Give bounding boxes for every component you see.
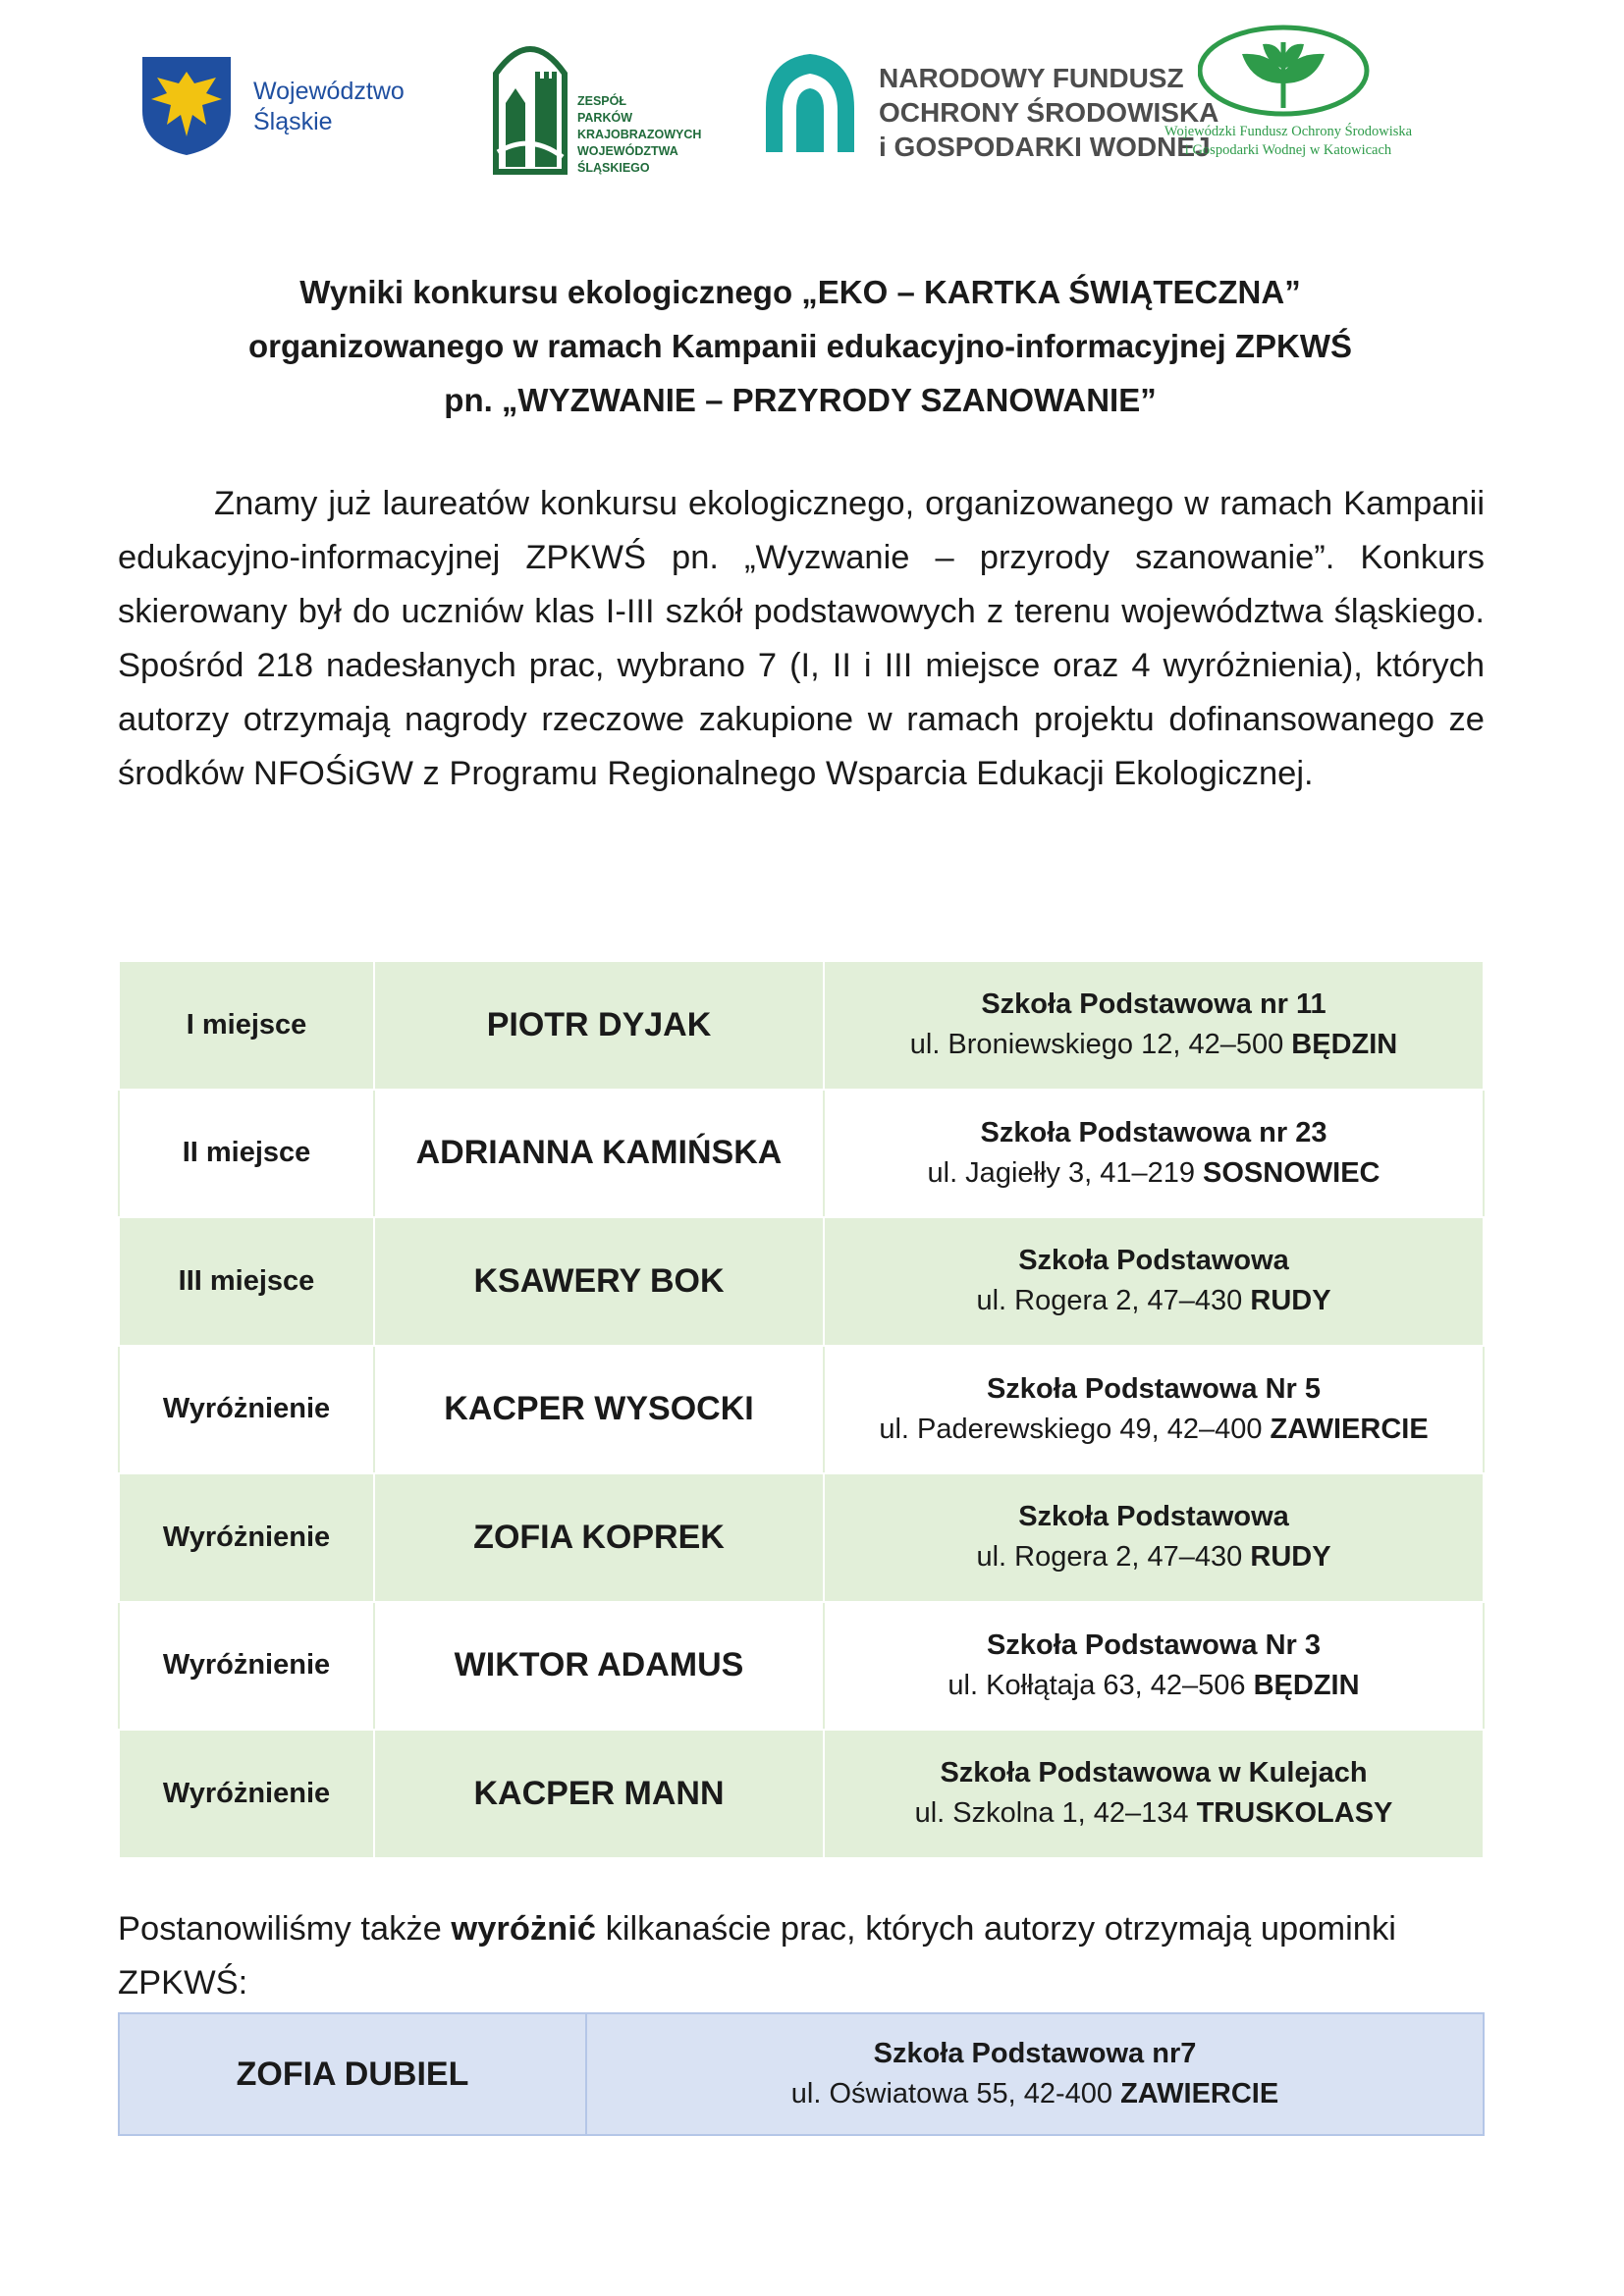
school-city: RUDY xyxy=(1250,1285,1331,1317)
school-name: Szkoła Podstawowa Nr 5 xyxy=(986,1372,1322,1405)
outro-text-end: kilkanaście prac, których autorzy otrzymają upominki ZPKWŚ: xyxy=(118,1910,1396,2002)
table-row xyxy=(119,1473,1484,1602)
school-city: ZAWIERCIE xyxy=(1120,2078,1279,2109)
logo-zpkws-line5: ŚLĄSKIEGO xyxy=(577,161,650,175)
logo-nfosigw-line2: OCHRONY ŚRODOWISKA xyxy=(879,97,1219,128)
place-cell: I miejsce xyxy=(119,961,374,1090)
school-cell xyxy=(586,2013,1484,2135)
logo-zpkws-line2: PARKÓW xyxy=(577,111,633,125)
title-line-3: pn. „WYZWANIE – PRZYRODY SZANOWANIE” xyxy=(444,382,1157,418)
extra-awards-table xyxy=(118,2012,1485,2136)
logo-nfosigw-line3: i GOSPODARKI WODNEJ xyxy=(879,132,1211,162)
outro-text-start: Postanowiliśmy także xyxy=(118,1910,452,1948)
school-cell xyxy=(824,1473,1484,1602)
school-city: TRUSKOLASY xyxy=(1196,1797,1393,1830)
place-cell: II miejsce xyxy=(119,1090,374,1218)
school-address: ul. Kołłątaja 63, 42–506 xyxy=(947,1669,1254,1701)
table-row xyxy=(119,1217,1484,1346)
table-row xyxy=(119,1730,1484,1858)
table-row xyxy=(119,1090,1484,1218)
place-cell: Wyróżnienie xyxy=(119,1346,374,1474)
winner-name: KACPER WYSOCKI xyxy=(374,1346,824,1474)
logo-bar xyxy=(137,25,1492,182)
school-name: Szkoła Podstawowa w Kulejach xyxy=(940,1757,1368,1789)
logo-wojewodztwo-line1: Województwo xyxy=(253,78,405,105)
intro-text: Znamy już laureatów konkursu ekologicznego, organizowanego w ramach Kampanii edukacyjno-informacyjnej ZPKWŚ pn. „Wyzwanie – przyrody szanowanie”. Konkurs skierowany był do uczniów klas I-III szkół podstawowych z terenu województwa śląskiego. Spośród 218 nadesłanych prac, wybrano 7 (I, II i III miejsce oraz 4 wyróżnienia), których autorzy otrzymają nagrody rzeczowe zakupione w ramach projektu dofinansowanego ze środków NFOŚiGW z Programu Regionalnego Wsparcia Edukacji Ekologicznej. xyxy=(118,485,1485,792)
school-name: Szkoła Podstawowa Nr 3 xyxy=(986,1629,1322,1661)
logo-zpkws xyxy=(486,34,702,182)
school-name: Szkoła Podstawowa xyxy=(1018,1501,1289,1533)
school-name: Szkoła Podstawowa nr 23 xyxy=(980,1116,1327,1148)
school-address: ul. Jagiełły 3, 41–219 xyxy=(927,1156,1204,1189)
title-line-2: organizowanego w ramach Kampanii edukacyjno-informacyjnej ZPKWŚ xyxy=(247,328,1353,364)
castle-tower-icon xyxy=(486,34,574,177)
school-address: ul. Oświatowa 55, 42-400 xyxy=(790,2078,1121,2109)
logo-wfosigw-line2: i Gospodarki Wodnej w Katowicach xyxy=(1184,142,1392,158)
school-cell xyxy=(824,1730,1484,1858)
school-address: ul. Szkolna 1, 42–134 xyxy=(914,1797,1197,1830)
school-name: Szkoła Podstawowa nr7 xyxy=(873,2038,1197,2069)
outro-paragraph xyxy=(118,1902,1485,2010)
page-title xyxy=(118,265,1483,427)
place-cell: Wyróżnienie xyxy=(119,1730,374,1858)
school-address: ul. Rogera 2, 47–430 xyxy=(976,1285,1251,1317)
school-address: ul. Paderewskiego 49, 42–400 xyxy=(879,1413,1271,1445)
school-address: ul. Broniewskiego 12, 42–500 xyxy=(909,1029,1292,1061)
winner-name: KSAWERY BOK xyxy=(374,1217,824,1346)
logo-wfosigw-line1: Wojewódzki Fundusz Ochrony Środowiska xyxy=(1164,124,1413,139)
school-cell xyxy=(824,1217,1484,1346)
winner-name: PIOTR DYJAK xyxy=(374,961,824,1090)
winner-name: KACPER MANN xyxy=(374,1730,824,1858)
winner-name: ADRIANNA KAMIŃSKA xyxy=(374,1090,824,1218)
school-city: RUDY xyxy=(1250,1541,1331,1574)
place-cell: Wyróżnienie xyxy=(119,1602,374,1731)
winners-table xyxy=(118,960,1485,1859)
school-cell xyxy=(824,961,1484,1090)
table-row xyxy=(119,1346,1484,1474)
intro-paragraph xyxy=(118,477,1485,801)
place-cell: Wyróżnienie xyxy=(119,1473,374,1602)
table-row xyxy=(119,2013,1484,2135)
leaf-oval-icon xyxy=(1198,25,1370,118)
eagle-crest-icon xyxy=(137,52,236,160)
logo-nfosigw xyxy=(761,49,1219,162)
place-cell: III miejsce xyxy=(119,1217,374,1346)
winner-name: WIKTOR ADAMUS xyxy=(374,1602,824,1731)
school-name: Szkoła Podstawowa xyxy=(1018,1245,1289,1277)
logo-wfosigw xyxy=(1164,25,1413,158)
school-city: BĘDZIN xyxy=(1253,1669,1360,1701)
school-cell xyxy=(824,1090,1484,1218)
winner-name: ZOFIA DUBIEL xyxy=(119,2013,586,2135)
school-address: ul. Rogera 2, 47–430 xyxy=(976,1541,1251,1574)
logo-wojewodztwo xyxy=(137,52,405,165)
logo-zpkws-line3: KRAJOBRAZOWYCH xyxy=(577,128,702,141)
school-city: BĘDZIN xyxy=(1291,1029,1398,1061)
school-city: SOSNOWIEC xyxy=(1203,1156,1380,1189)
logo-nfosigw-line1: NARODOWY FUNDUSZ xyxy=(879,63,1184,93)
school-city: ZAWIERCIE xyxy=(1270,1413,1429,1445)
logo-zpkws-line1: ZESPÓŁ xyxy=(577,94,627,108)
school-name: Szkoła Podstawowa nr 11 xyxy=(981,988,1326,1021)
school-cell xyxy=(824,1602,1484,1731)
winner-name: ZOFIA KOPREK xyxy=(374,1473,824,1602)
title-line-1: Wyniki konkursu ekologicznego „EKO – KARTKA ŚWIĄTECZNA” xyxy=(299,274,1301,310)
outro-text-bold: wyróżnić xyxy=(451,1910,596,1948)
table-row xyxy=(119,961,1484,1090)
logo-zpkws-line4: WOJEWÓDZTWA xyxy=(577,144,678,158)
logo-wojewodztwo-line2: Śląskie xyxy=(253,108,333,135)
table-row xyxy=(119,1602,1484,1731)
school-cell xyxy=(824,1346,1484,1474)
nfosigw-emblem-icon xyxy=(761,49,859,157)
